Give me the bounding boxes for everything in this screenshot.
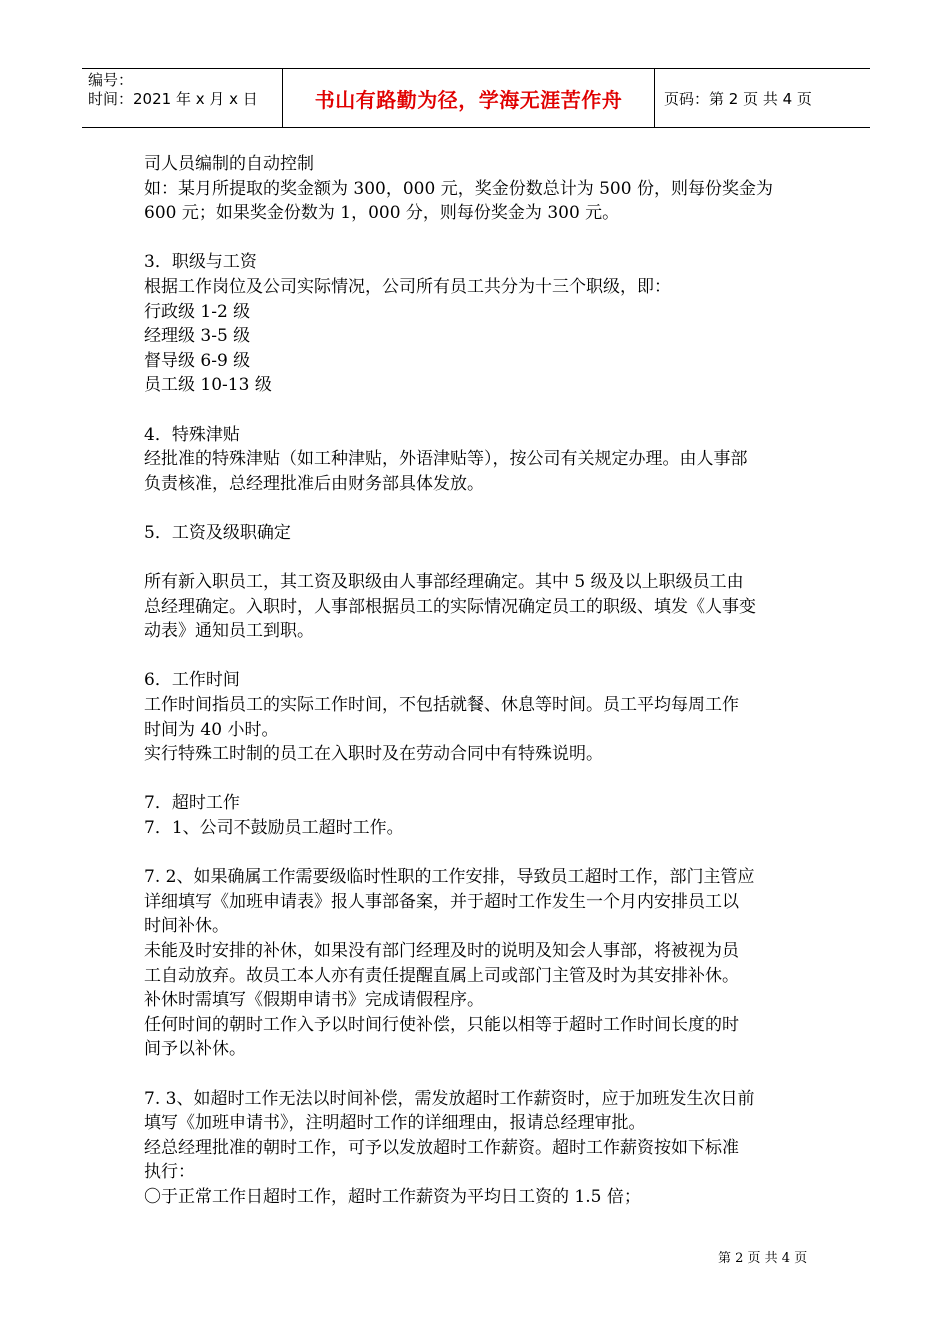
text-line: 5．工资及级职确定 bbox=[144, 522, 291, 543]
text-line: 经理级 3-5 级 bbox=[144, 326, 251, 347]
text-line: 7．1、公司不鼓励员工超时工作。 bbox=[144, 818, 404, 839]
text-line: 行政级 1-2 级 bbox=[144, 301, 251, 322]
page-header bbox=[82, 68, 870, 128]
text-line: 负责核准，总经理批准后由财务部具体发放。 bbox=[144, 473, 484, 494]
text-line: 督导级 6-9 级 bbox=[144, 350, 251, 371]
document-body bbox=[144, 152, 810, 1210]
text-line: 7. 3、如超时工作无法以时间补偿，需发放超时工作薪资时，应于加班发生次日前 bbox=[144, 1088, 755, 1109]
blank-line bbox=[144, 398, 810, 423]
text-line: 如：某月所提取的奖金额为 300，000 元，奖金份数总计为 500 份，则每份奖金为 bbox=[144, 178, 773, 199]
blank-line bbox=[144, 644, 810, 669]
text-line: 总经理确定。入职时，人事部根据员工的实际情况确定员工的职级、填发《人事变 bbox=[144, 596, 756, 617]
text-line: 补休时需填写《假期申请书》完成请假程序。 bbox=[144, 990, 484, 1011]
blank-line bbox=[144, 1062, 810, 1087]
time-label: 时间：2021 年 x 月 x 日 bbox=[88, 90, 258, 108]
blank-line bbox=[144, 226, 810, 251]
text-line: 〇于正常工作日超时工作，超时工作薪资为平均日工资的 1.5 倍； bbox=[144, 1186, 641, 1207]
header-meta bbox=[82, 69, 282, 127]
text-line: 根据工作岗位及公司实际情况，公司所有员工共分为十三个职级，即： bbox=[144, 276, 671, 297]
text-line: 工自动放弃。故员工本人亦有责任提醒直属上司或部门主管及时为其安排补休。 bbox=[144, 965, 739, 986]
serial-label: 编号： bbox=[88, 71, 134, 89]
text-line: 司人员编制的自动控制 bbox=[144, 154, 314, 174]
text-line: 详细填写《加班申请表》报人事部备案，并于超时工作发生一个月内安排员工以 bbox=[144, 891, 739, 912]
text-line: 4．特殊津贴 bbox=[144, 424, 240, 445]
blank-line bbox=[144, 767, 810, 792]
text-line: 所有新入职员工，其工资及职级由人事部经理确定。其中 5 级及以上职级员工由 bbox=[144, 572, 744, 593]
header-page-label: 页码：第 2 页 共 4 页 bbox=[664, 89, 812, 108]
page-footer: 第 2 页 共 4 页 bbox=[718, 1251, 808, 1266]
text-line: 经总经理批准的朝时工作，可予以发放超时工作薪资。超时工作薪资按如下标准 bbox=[144, 1137, 739, 1158]
text-line: 未能及时安排的补休，如果没有部门经理及时的说明及知会人事部，将被视为员 bbox=[144, 941, 739, 961]
text-line: 时间为 40 小时。 bbox=[144, 719, 279, 740]
text-line: 实行特殊工时制的员工在入职时及在劳动合同中有特殊说明。 bbox=[144, 744, 603, 765]
text-line: 填写《加班申请书》，注明超时工作的详细理由，报请总经理审批。 bbox=[144, 1113, 646, 1134]
text-line: 7. 2、如果确属工作需要级临时性职的工作安排，导致员工超时工作，部门主管应 bbox=[144, 867, 755, 888]
header-motto: 书山有路勤为径，学海无涯苦作舟 bbox=[282, 69, 655, 127]
text-line: 经批准的特殊津贴（如工种津贴，外语津贴等），按公司有关规定办理。由人事部 bbox=[144, 449, 748, 470]
text-line: 7．超时工作 bbox=[144, 793, 240, 814]
blank-line bbox=[144, 841, 810, 866]
text-line: 600 元；如果奖金份数为 1，000 分，则每份奖金为 300 元。 bbox=[144, 203, 620, 224]
text-line: 6．工作时间 bbox=[144, 670, 240, 691]
text-line: 员工级 10-13 级 bbox=[144, 375, 272, 396]
text-line: 时间补休。 bbox=[144, 916, 229, 937]
text-line: 动表》通知员工到职。 bbox=[144, 621, 314, 642]
text-line: 间予以补休。 bbox=[144, 1039, 246, 1060]
text-line: 3．职级与工资 bbox=[144, 252, 257, 273]
blank-line bbox=[144, 496, 810, 521]
blank-line bbox=[144, 546, 810, 571]
text-line: 执行： bbox=[144, 1162, 195, 1183]
text-line: 任何时间的朝时工作入予以时间行使补偿，只能以相等于超时工作时间长度的时 bbox=[144, 1014, 739, 1035]
text-line: 工作时间指员工的实际工作时间，不包括就餐、休息等时间。员工平均每周工作 bbox=[144, 695, 739, 716]
